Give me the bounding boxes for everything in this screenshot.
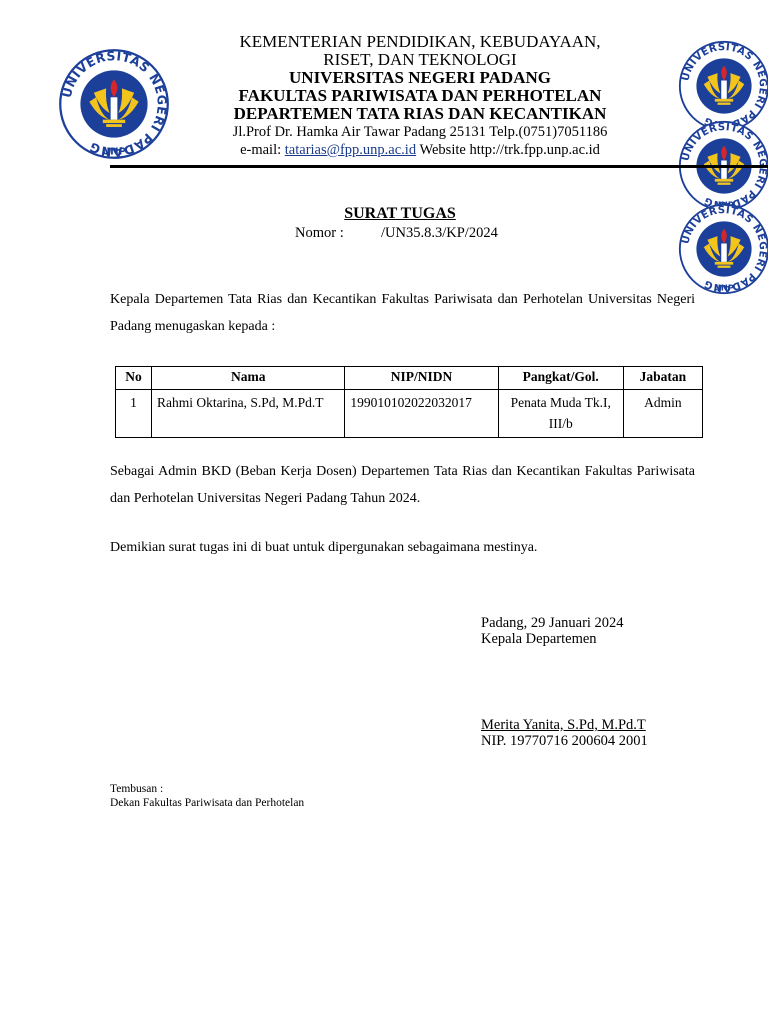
department-name: DEPARTEMEN TATA RIAS DAN KECANTIKAN xyxy=(233,104,607,123)
cc-recipient: Dekan Fakultas Pariwisata dan Perhotelan xyxy=(110,797,305,809)
ministry-line-1: KEMENTERIAN PENDIDIKAN, KEBUDAYAAN, xyxy=(239,32,601,51)
cell-nama: Rahmi Oktarina, S.Pd, M.Pd.T xyxy=(152,390,345,438)
university-name: UNIVERSITAS NEGERI PADANG xyxy=(289,68,551,87)
cell-no: 1 xyxy=(116,390,152,438)
nomor-label: Nomor : xyxy=(295,225,344,241)
col-header-no: No xyxy=(116,367,152,390)
assignment-table xyxy=(115,366,703,438)
faculty-name: FAKULTAS PARIWISATA DAN PERHOTELAN xyxy=(238,86,602,105)
col-header-nip: NIP/NIDN xyxy=(345,367,498,390)
col-header-jabatan: Jabatan xyxy=(623,367,702,390)
letter-number xyxy=(295,225,498,242)
cell-nip: 199010102022032017 xyxy=(345,390,498,438)
purpose-paragraph: Sebagai Admin BKD (Beban Kerja Dosen) Departemen Tata Rias dan Kecantikan Fakultas Pariwisata dan Perhotelan Universitas Negeri Padang Tahun 2024. xyxy=(110,464,695,506)
contact-line xyxy=(210,141,630,159)
unp-logo-right-1 xyxy=(678,40,768,132)
signer-nip: NIP. 19770716 200604 2001 xyxy=(481,733,648,749)
place-date: Padang, 29 Januari 2024 xyxy=(481,615,624,631)
col-header-pangkat: Pangkat/Gol. xyxy=(498,367,623,390)
cc-label: Tembusan : xyxy=(110,783,164,795)
address: Jl.Prof Dr. Hamka Air Tawar Padang 25131 Telp.(0751)7051186 xyxy=(232,124,608,140)
letter-title: SURAT TUGAS xyxy=(344,205,456,222)
table-header-row xyxy=(116,367,703,390)
website: Website http://trk.fpp.unp.ac.id xyxy=(419,142,600,158)
ministry-line-2: RISET, DAN TEKNOLOGI xyxy=(323,50,517,69)
signer-role: Kepala Departemen xyxy=(481,631,597,647)
signer-name: Merita Yanita, S.Pd, M.Pd.T xyxy=(481,717,646,733)
header-divider xyxy=(110,165,768,168)
table-row xyxy=(116,390,703,438)
cell-jabatan: Admin xyxy=(623,390,702,438)
unp-logo-left xyxy=(58,48,170,160)
cell-pangkat: Penata Muda Tk.I, III/b xyxy=(498,390,623,438)
letterhead xyxy=(210,33,630,159)
nomor-value: /UN35.8.3/KP/2024 xyxy=(381,225,498,241)
email-link[interactable]: tatarias@fpp.unp.ac.id xyxy=(284,142,417,158)
email-label: e-mail: xyxy=(240,142,282,158)
closing-paragraph: Demikian surat tugas ini di buat untuk dipergunakan sebagaimana mestinya. xyxy=(110,540,538,555)
intro-paragraph: Kepala Departemen Tata Rias dan Kecantikan Fakultas Pariwisata dan Perhotelan Universitas Negeri Padang menugaskan kepada : xyxy=(110,292,695,334)
col-header-nama: Nama xyxy=(152,367,345,390)
